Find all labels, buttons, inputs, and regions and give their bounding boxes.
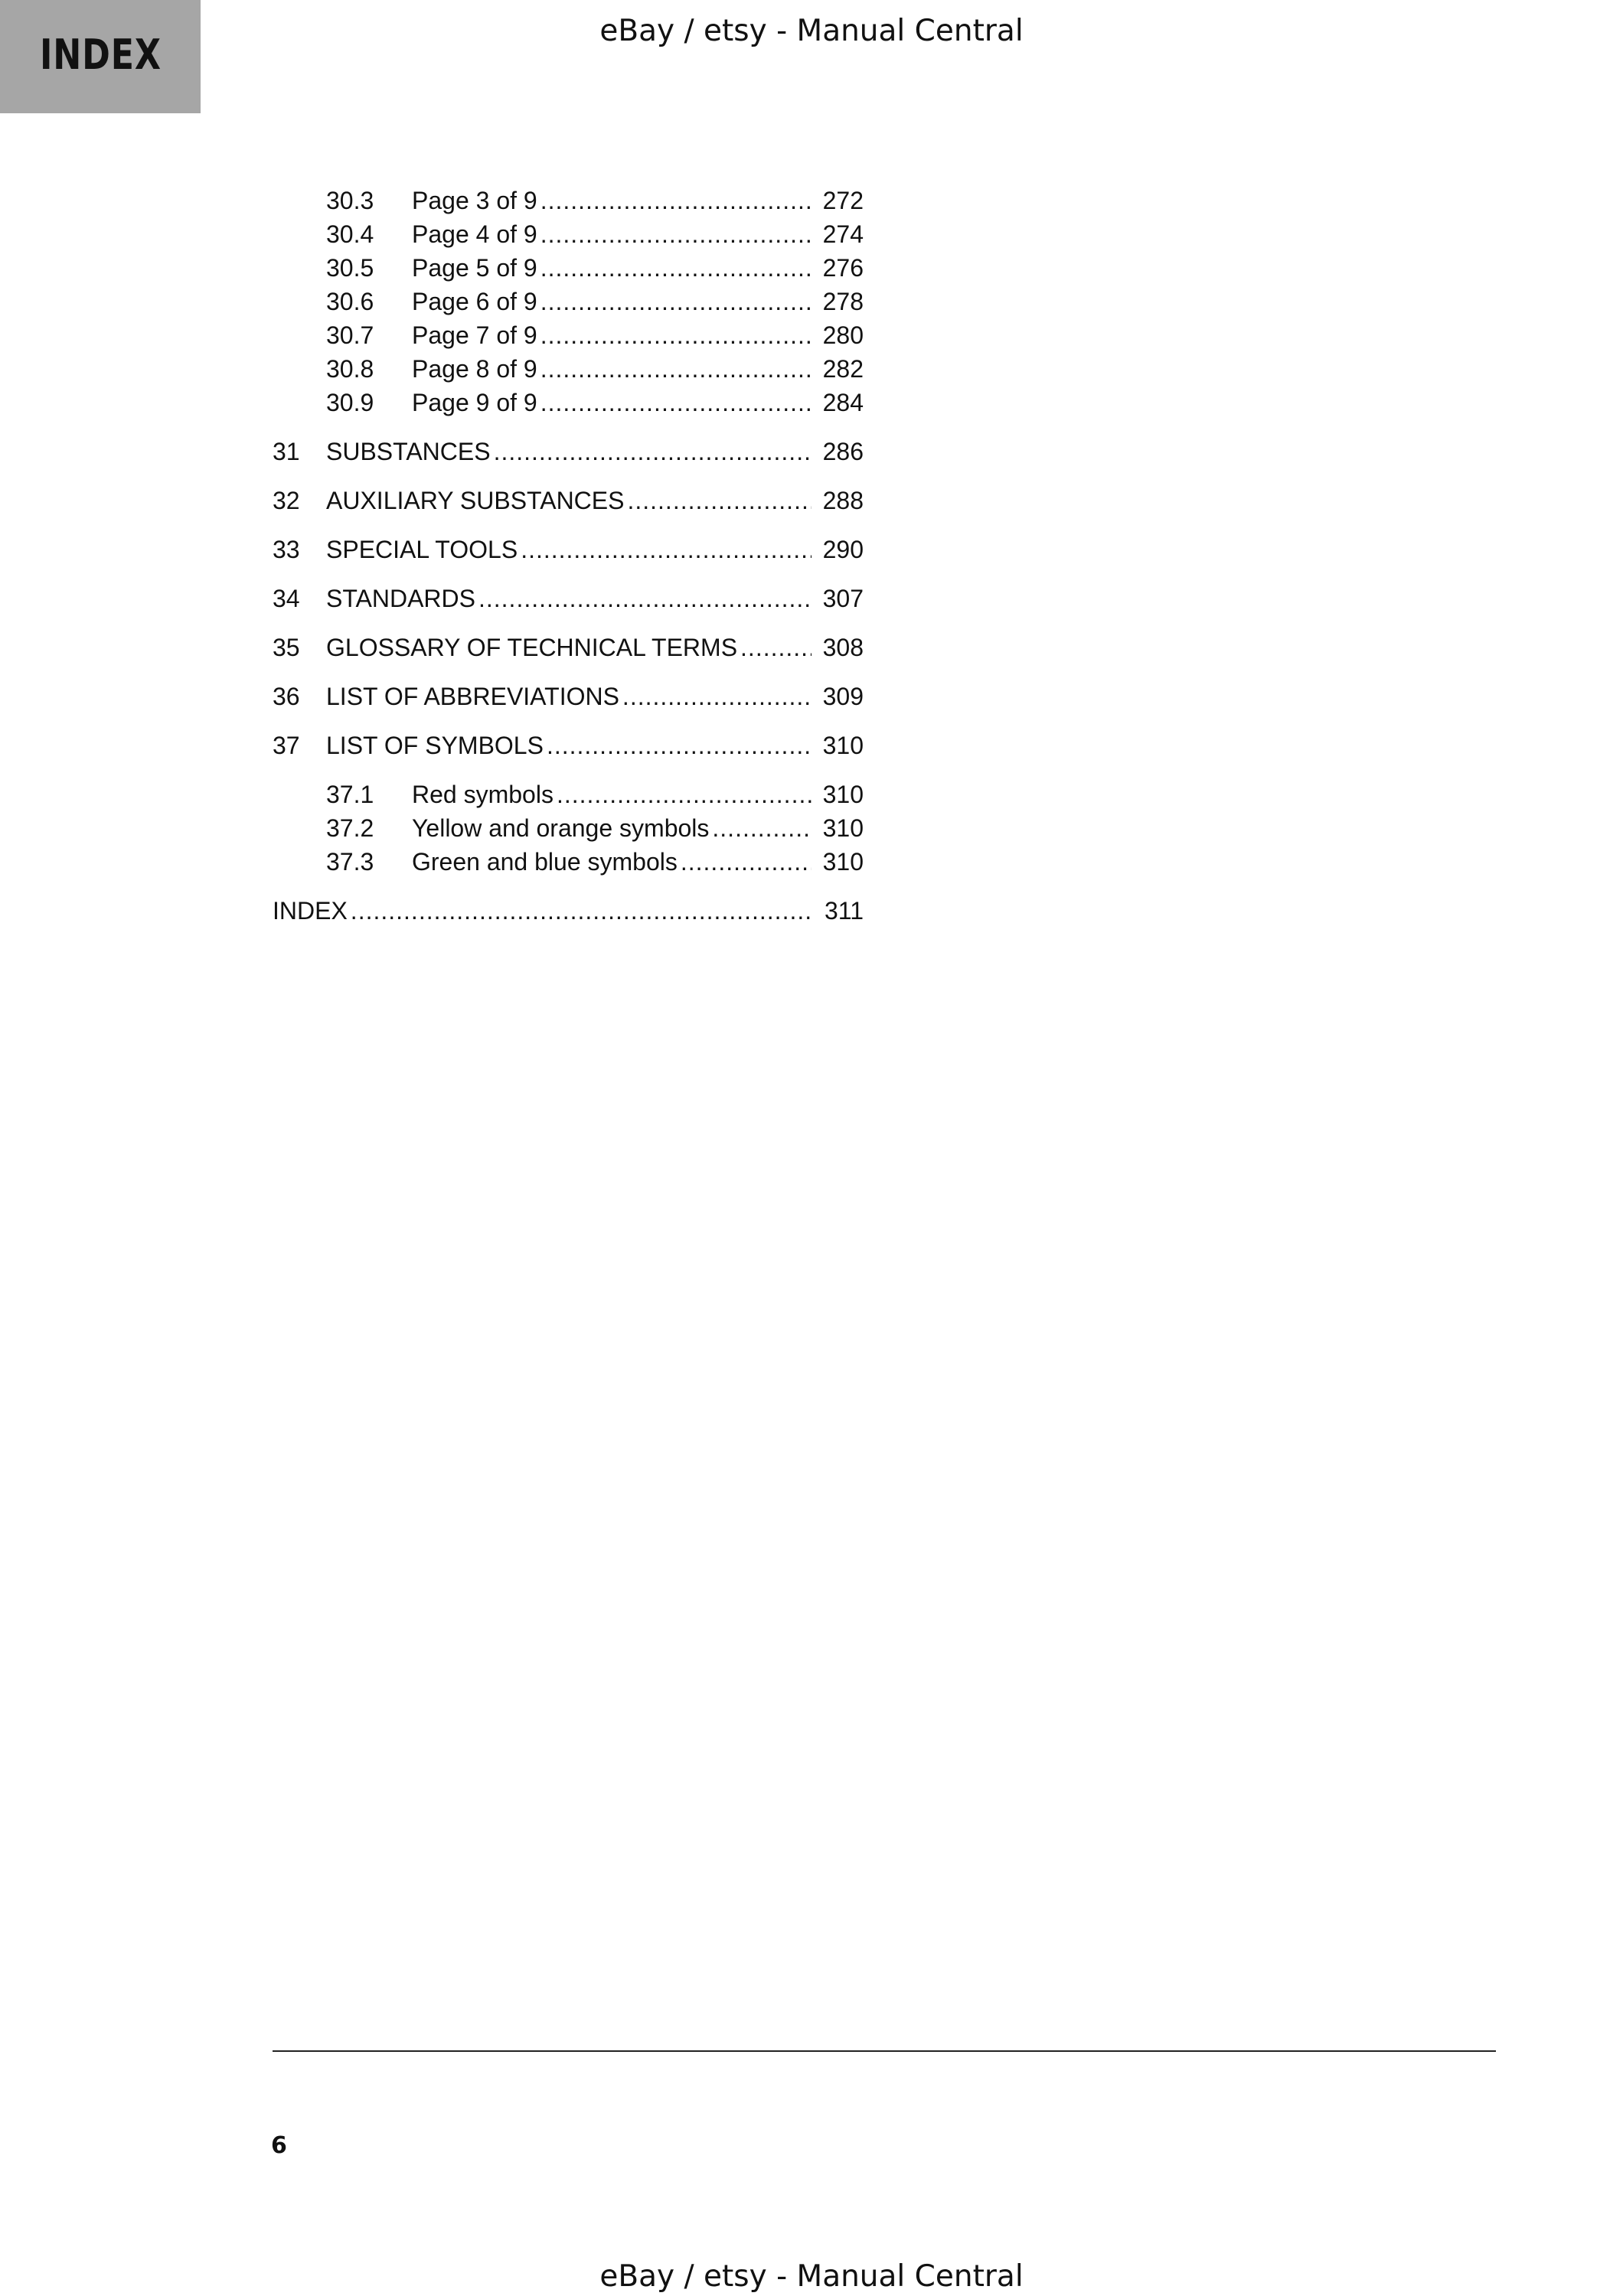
toc-entry-34[interactable] [273,582,864,615]
dot-leader [540,251,812,285]
toc-entry-title: Page 7 of 9 [412,321,537,349]
toc-entry-35[interactable] [273,631,864,664]
footer-watermark: eBay / etsy - Manual Central [599,2259,1024,2294]
toc-entry-title: Page 8 of 9 [412,355,537,383]
toc-entry-index[interactable] [273,894,864,928]
toc-entry-37-1[interactable] [273,778,864,811]
dot-leader [547,729,812,762]
toc-entry-30-9[interactable] [273,386,864,419]
toc-entry-page: 310 [822,732,864,759]
dot-leader [540,217,812,251]
toc-entry-number: 30.3 [326,187,374,214]
toc-entry-number: 37.2 [326,814,374,842]
toc-entry-page: 310 [822,781,864,808]
toc-entry-page: 288 [822,487,864,514]
toc-entry-number: 37 [273,732,300,759]
toc-entry-page: 310 [822,848,864,876]
dot-leader [540,352,812,386]
toc-entry-number: 37.3 [326,848,374,876]
toc-entry-30-3[interactable] [273,184,864,217]
toc-entry-title: SUBSTANCES [326,438,491,465]
toc-entry-page: 284 [822,389,864,416]
toc-entry-page: 310 [822,814,864,842]
toc-entry-37-3[interactable] [273,845,864,879]
toc-entry-page: 309 [822,683,864,710]
toc-entry-page: 290 [822,536,864,563]
dot-leader [557,778,812,811]
dot-leader [521,533,812,566]
toc-entry-number: 30.6 [326,288,374,315]
dot-leader [540,285,812,318]
table-of-contents [273,184,864,928]
toc-entry-30-6[interactable] [273,285,864,318]
toc-entry-number: 34 [273,585,300,612]
dot-leader [740,631,812,664]
toc-entry-30-8[interactable] [273,352,864,386]
toc-entry-page: 307 [822,585,864,612]
dot-leader [494,435,812,468]
page-number: 6 [271,2132,287,2159]
toc-entry-page: 274 [822,220,864,248]
toc-entry-30-5[interactable] [273,251,864,285]
toc-entry-number: 37.1 [326,781,374,808]
toc-entry-page: 311 [824,897,864,925]
toc-entry-page: 282 [822,355,864,383]
toc-entry-number: 30.5 [326,254,374,282]
dot-leader [627,484,812,517]
toc-entry-33[interactable] [273,533,864,566]
toc-entry-page: 272 [822,187,864,214]
toc-entry-number: 33 [273,536,300,563]
toc-entry-title: AUXILIARY SUBSTANCES [326,487,625,514]
toc-entry-number: 30.9 [326,389,374,416]
toc-entry-number: 30.4 [326,220,374,248]
toc-entry-page: 278 [822,288,864,315]
toc-entry-title: LIST OF ABBREVIATIONS [326,683,619,710]
toc-entry-title: STANDARDS [326,585,475,612]
toc-entry-title: Page 4 of 9 [412,220,537,248]
toc-entry-32[interactable] [273,484,864,517]
toc-entry-number: 35 [273,634,300,661]
toc-entry-title: LIST OF SYMBOLS [326,732,544,759]
toc-entry-30-4[interactable] [273,217,864,251]
toc-entry-31[interactable] [273,435,864,468]
dot-leader [351,894,812,928]
toc-entry-title: GLOSSARY OF TECHNICAL TERMS [326,634,738,661]
toc-entry-37[interactable] [273,729,864,762]
toc-entry-title: Green and blue symbols [412,848,678,876]
dot-leader [712,811,812,845]
header-watermark: eBay / etsy - Manual Central [599,14,1024,48]
toc-entry-number: 30.8 [326,355,374,383]
index-tab-label: INDEX [40,31,162,79]
toc-entry-title: Page 3 of 9 [412,187,537,214]
toc-entry-title: Page 5 of 9 [412,254,537,282]
dot-leader [540,386,812,419]
toc-entry-title: Page 9 of 9 [412,389,537,416]
toc-entry-page: 276 [822,254,864,282]
toc-entry-title: SPECIAL TOOLS [326,536,518,563]
toc-entry-number: 30.7 [326,321,374,349]
dot-leader [540,318,812,352]
dot-leader [478,582,812,615]
dot-leader [622,680,812,713]
toc-entry-number: 31 [273,438,300,465]
toc-entry-title: Yellow and orange symbols [412,814,710,842]
toc-entry-title: Page 6 of 9 [412,288,537,315]
toc-entry-page: 286 [822,438,864,465]
toc-entry-page: 308 [822,634,864,661]
toc-entry-36[interactable] [273,680,864,713]
toc-entry-page: 280 [822,321,864,349]
toc-entry-30-7[interactable] [273,318,864,352]
toc-entry-title: INDEX [273,897,348,925]
toc-entry-number: 36 [273,683,300,710]
dot-leader [540,184,812,217]
toc-entry-title: Red symbols [412,781,554,808]
dot-leader [681,845,812,879]
footer-divider [273,2050,1496,2052]
toc-entry-37-2[interactable] [273,811,864,845]
toc-entry-number: 32 [273,487,300,514]
